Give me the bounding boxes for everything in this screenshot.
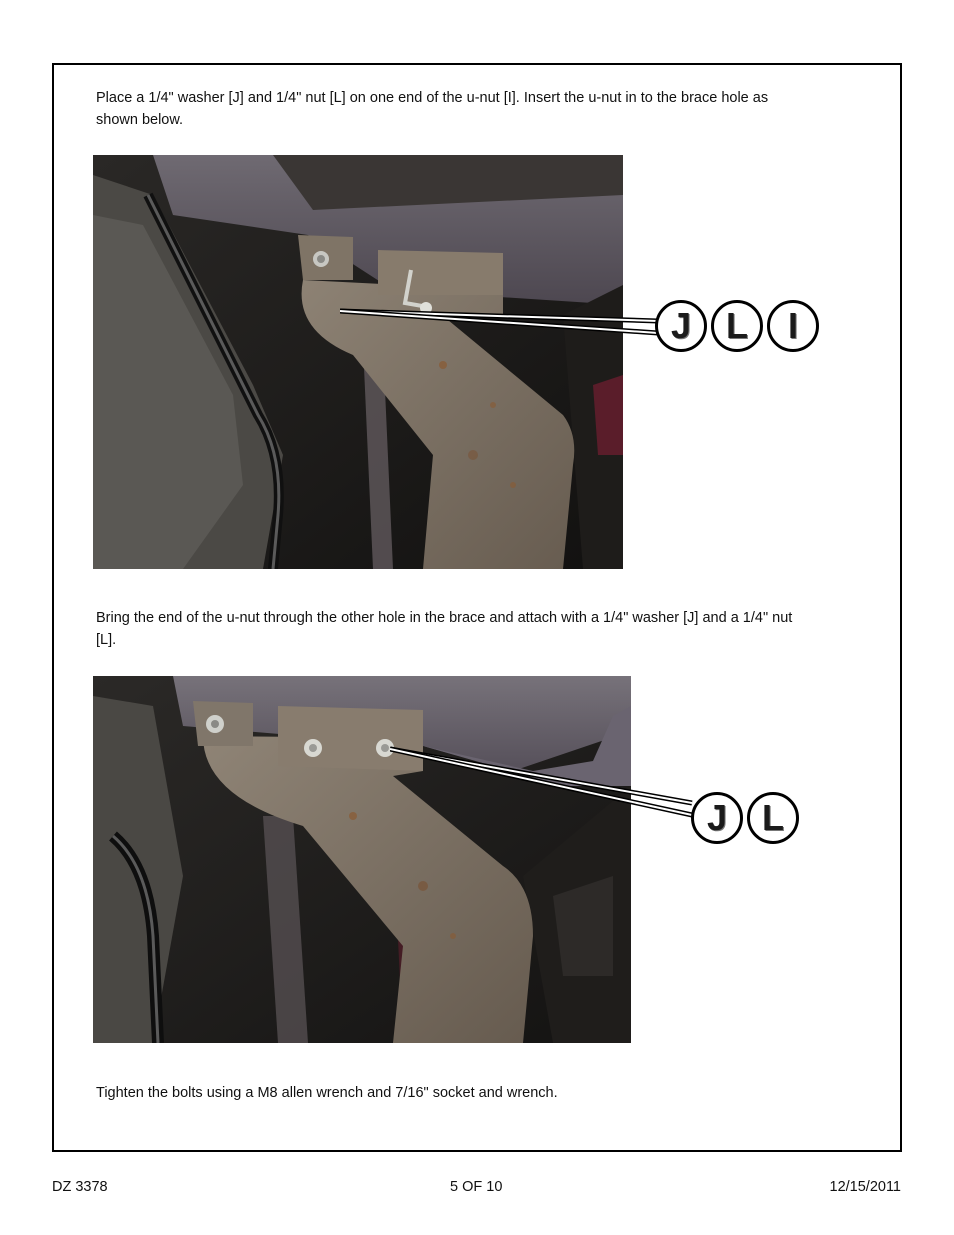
- photo-u-nut-attached-illustration: [93, 676, 631, 1043]
- footer-page-number: 5 OF 10: [450, 1179, 503, 1195]
- callout-2-label-j: J: [691, 792, 743, 844]
- step-1-text: Place a 1/4" washer [J] and 1/4" nut [L] on one end of the u-nut [I]. Insert the u-nut in to the brace hole as shown below.: [96, 90, 769, 128]
- callout-1-label-j: J: [655, 300, 707, 352]
- step-2-text: Bring the end of the u-nut through the other hole in the brace and attach with a 1/4" washer [J] and a 1/4" nut [L].: [96, 610, 793, 648]
- footer-date: 12/15/2011: [829, 1179, 901, 1195]
- callout-1-label-i: I: [767, 300, 819, 352]
- callout-2-label-l: L: [747, 792, 799, 844]
- callout-leader-line-1: [340, 295, 680, 365]
- callout-1-label-l: L: [711, 300, 763, 352]
- photo-u-nut-attached: [93, 676, 631, 1043]
- step-3-text: Tighten the bolts using a M8 allen wrench and 7/16" socket and wrench.: [96, 1085, 558, 1101]
- footer-doc-id: DZ 3378: [52, 1179, 108, 1195]
- callout-leader-line-2: [390, 745, 700, 825]
